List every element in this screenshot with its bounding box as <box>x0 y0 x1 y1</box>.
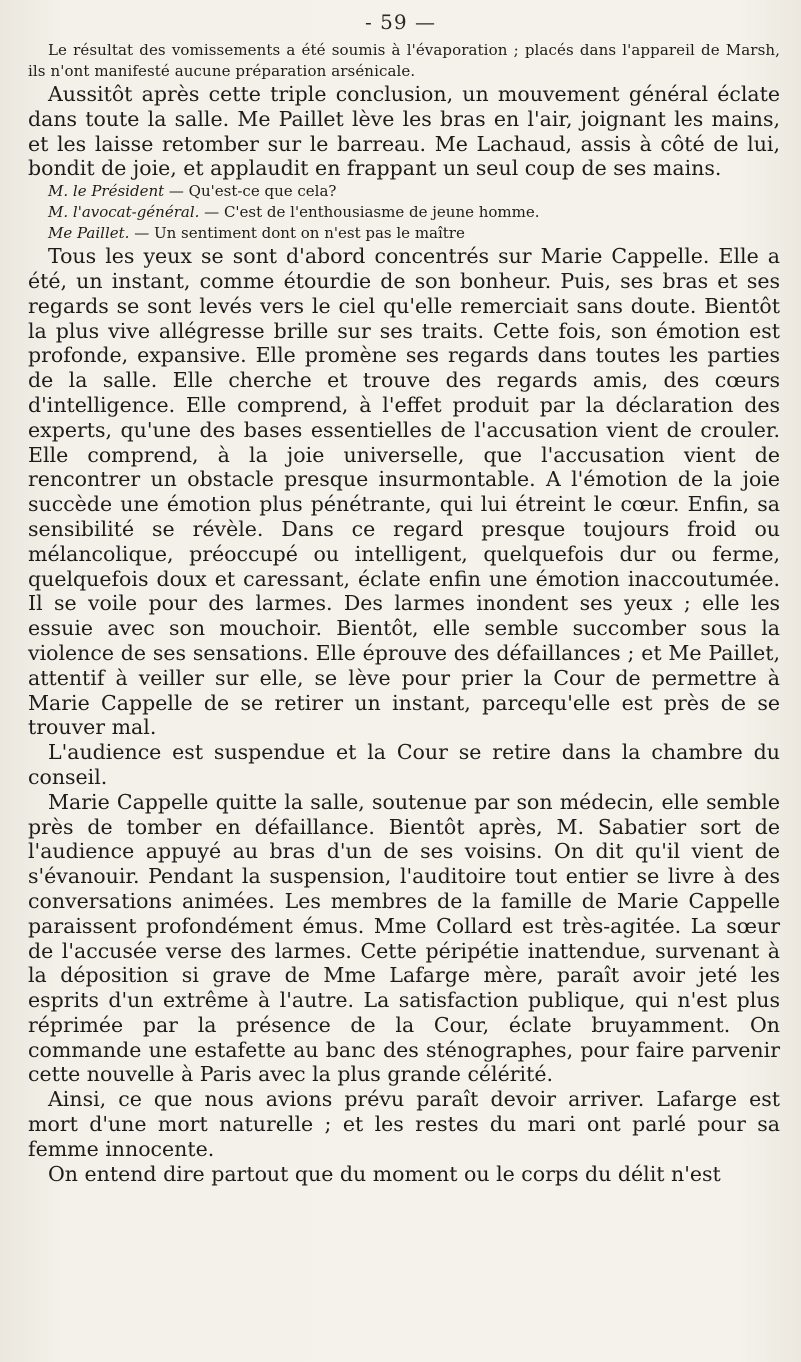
dialogue-text: — Qu'est-ce que cela? <box>164 182 337 201</box>
dialogue-speaker: Me Paillet. <box>48 224 130 243</box>
dialogue-text: — Un sentiment dont on n'est pas le maître <box>129 224 465 243</box>
page-text <box>28 40 780 1186</box>
dialogue-line-president <box>28 181 780 202</box>
page-number: - 59 — <box>365 10 436 34</box>
dialogue-line-paillet <box>28 223 780 244</box>
dialogue-text: — C'est de l'enthousiasme de jeune homme. <box>199 203 540 222</box>
dialogue-line-avocat-general <box>28 202 780 223</box>
paragraph-natural-death: Ainsi, ce que nous avions prévu paraît devoir arriver. Lafarge est mort d'une mort naturelle ; et les restes du mari ont parlé pour sa femme innocente. <box>28 1087 780 1161</box>
paragraph-audience-suspended: L'audience est suspendue et la Cour se retire dans la chambre du conseil. <box>28 740 780 789</box>
dialogue-speaker: M. le Président <box>48 182 165 201</box>
dialogue-speaker: M. l'avocat-général. <box>48 203 200 222</box>
paragraph-continuation: On entend dire partout que du moment ou le corps du délit n'est <box>48 1161 721 1186</box>
paragraph-report-result: Le résultat des vomissements a été soumis à l'évaporation ; placés dans l'appareil de Marsh, ils n'ont manifesté aucune préparation arsénicale. <box>28 41 780 80</box>
paragraph-marie-cappelle-emotion: Tous les yeux se sont d'abord concentrés sur Marie Cappelle. Elle a été, un instant, comme étourdie de son bonheur. Puis, ses bras et ses regards se sont levés vers le ciel qu'elle remerciait sans doute. Bientôt la plus vive allégresse brille sur ses traits. Cette fois, son émotion est profonde, expansive. Elle promène ses regards dans toutes les parties de la salle. Elle cherche et trouve des regards amis, des cœurs d'intelligence. Elle comprend, à l'effet produit par la déclaration des experts, qu'une des bases essentielles de l'accusation vient de crouler. Elle comprend, à la joie universelle, que l'accusation vient de rencontrer un obstacle presque insurmontable. A l'émotion de la joie succède une émotion plus pénétrante, qui lui étreint le cœur. Enfin, sa sensibilité se révèle. Dans ce regard presque toujours froid ou mélancolique, préoccupé ou intelligent, quelquefois dur ou ferme, quelquefois doux et caressant, éclate enfin une émotion inaccoutumée. Il se voile pour des larmes. Des larmes inondent ses yeux ; elle les essuie avec son mouchoir. Bientôt, elle semble succomber sous la violence de ses sensations. Elle éprouve des défaillances ; et Me Paillet, attentif à veiller sur elle, se lève pour prier la Cour de permettre à Marie Cappelle de se retirer un instant, parcequ'elle est près de se trouver mal. <box>28 244 780 740</box>
paragraph-general-movement: Aussitôt après cette triple conclusion, un mouvement général éclate dans toute la salle. Me Paillet lève les bras en l'air, joignant les mains, et les laisse retomber sur le barreau. Me Lachaud, assis à côté de lui, bondit de joie, et applaudit en frappant un seul coup de ses mains. <box>28 82 780 181</box>
paragraph-suspension-scene: Marie Cappelle quitte la salle, soutenue par son médecin, elle semble près de tomber en défaillance. Bientôt après, M. Sabatier sort de l'audience appuyé au bras d'un de ses voisins. On dit qu'il vient de s'évanouir. Pendant la suspension, l'auditoire tout entier se livre à des conversations animées. Les membres de la famille de Marie Cappelle paraissent profondément émus. Mme Collard est très-agitée. La sœur de l'accusée verse des larmes. Cette péripétie inattendue, survenant à la déposition si grave de Mme Lafarge mère, paraît avoir jeté les esprits d'un extrême à l'autre. La satisfaction publique, qui n'est plus réprimée par la présence de la Cour, éclate bruyamment. On commande une estafette au banc des sténographes, pour faire parvenir cette nouvelle à Paris avec la plus grande célérité. <box>28 789 780 1087</box>
